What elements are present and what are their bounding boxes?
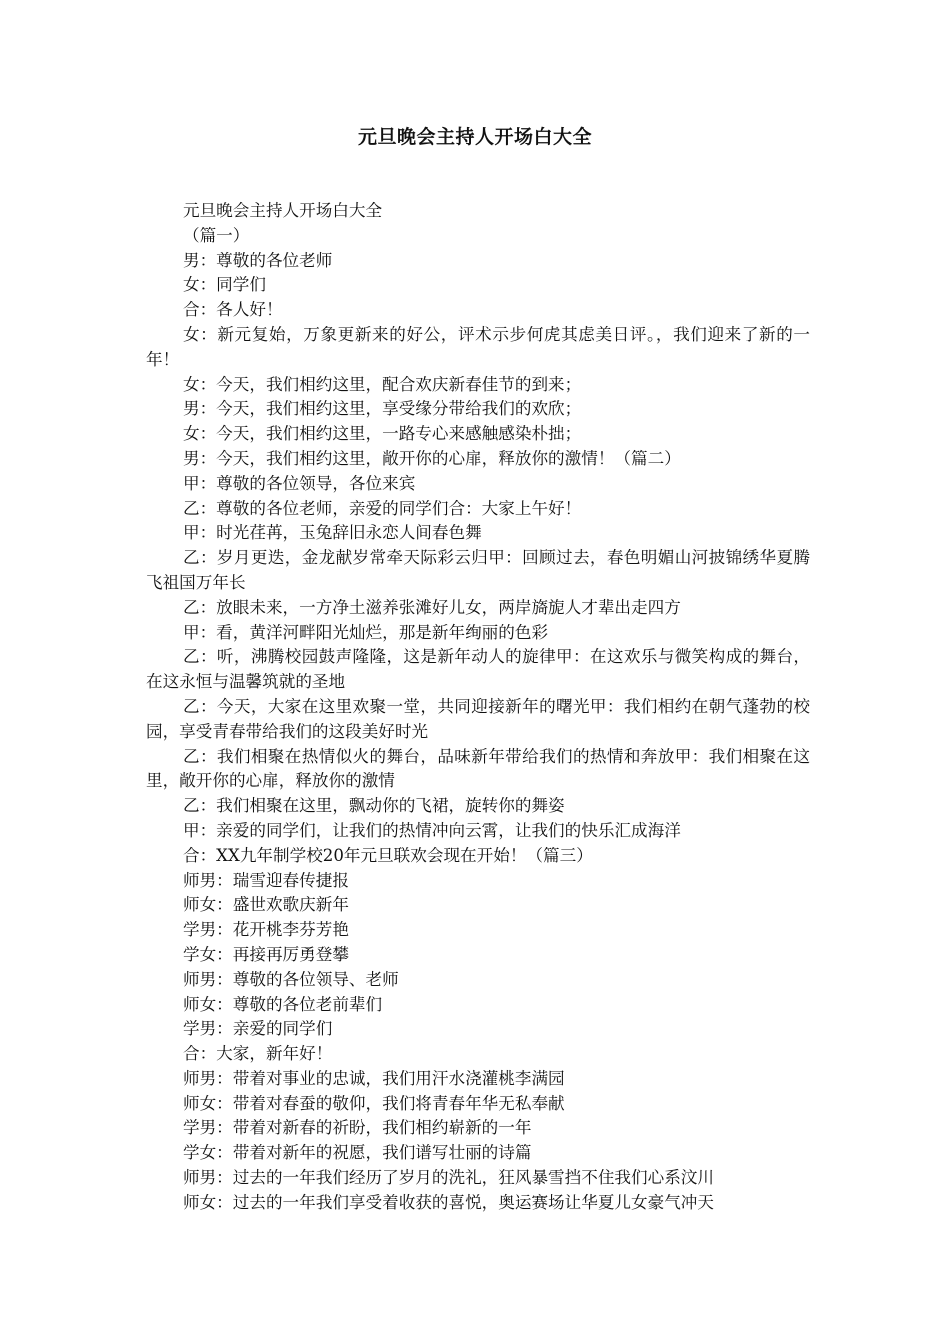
paragraph: 学女：带着对新年的祝愿，我们谱写壮丽的诗篇 — [183, 1143, 532, 1163]
paragraph: 甲：看，黄洋河畔阳光灿烂，那是新年绚丽的色彩 — [183, 622, 549, 642]
paragraph: 甲：尊敬的各位领导，各位来宾 — [183, 473, 416, 493]
paragraph: 合：XX九年制学校20年元旦联欢会现在开始！（篇三） — [183, 845, 593, 865]
paragraph: 学女：再接再厉勇登攀 — [183, 944, 349, 964]
paragraph: 学男：带着对新春的祈盼，我们相约崭新的一年 — [183, 1118, 532, 1138]
paragraph: 乙：岁月更迭，金龙献岁常牵天际彩云归甲：回顾过去，春色明媚山河披锦绣华夏腾飞祖国万年长 — [146, 548, 810, 592]
paragraph: 师女：过去的一年我们享受着收获的喜悦，奥运赛场让华夏儿女豪气冲天 — [183, 1192, 714, 1212]
paragraph: 乙：放眼未来，一方净土滋养张滩好儿女，两岸旖旎人才辈出走四方 — [183, 597, 681, 617]
paragraph: 师女：带着对春蚕的敬仰，我们将青春年华无私奉献 — [183, 1093, 565, 1113]
paragraph: 男：尊敬的各位老师 — [183, 250, 333, 270]
paragraph: 女：同学们 — [183, 275, 266, 295]
paragraph: 甲：时光荏苒，玉兔辞旧永恋人间春色舞 — [183, 523, 482, 543]
paragraph: 女：新元复始，万象更新来的好公，评术示步何虎其虑美日评。，我们迎来了新的一年！ — [146, 324, 810, 369]
paragraph: 乙：今天，大家在这里欢聚一堂，共同迎接新年的曙光甲：我们相约在朝气蓬勃的校园，享受青春带给我们的这段美好时光 — [146, 696, 810, 741]
paragraph: 男：今天，我们相约这里，享受缘分带给我们的欢欣； — [183, 399, 582, 419]
paragraph: 甲：亲爱的同学们，让我们的热情冲向云霄，让我们的快乐汇成海洋 — [183, 820, 681, 840]
document-title: 元旦晚会主持人开场白大全 — [357, 126, 592, 148]
paragraph: 乙：尊敬的各位老师，亲爱的同学们合：大家上午好！ — [183, 498, 582, 518]
paragraph: 师男：带着对事业的忠诚，我们用汗水浇灌桃李满园 — [183, 1068, 565, 1088]
paragraph: 女：今天，我们相约这里，一路专心来感触感染朴拙； — [183, 424, 582, 444]
paragraph: 合：各人好！ — [183, 300, 283, 320]
paragraph: （篇一） — [183, 225, 250, 245]
paragraph: 女：今天，我们相约这里，配合欢庆新春佳节的到来； — [183, 374, 582, 394]
paragraph: 乙：我们相聚在这里，飘动你的飞裙，旋转你的舞姿 — [183, 796, 565, 816]
paragraph: 男：今天，我们相约这里，敞开你的心扉，释放你的激情！（篇二） — [183, 448, 681, 468]
paragraph: 乙：听，沸腾校园鼓声隆隆，这是新年动人的旋律甲：在这欢乐与微笑构成的舞台，在这永恒与温馨筑就的圣地 — [146, 647, 810, 692]
paragraph: 师男：瑞雪迎春传捷报 — [183, 870, 349, 890]
paragraph: 学男：花开桃李芬芳艳 — [183, 920, 349, 940]
paragraph: 师男：过去的一年我们经历了岁月的洗礼，狂风暴雪挡不住我们心系汶川 — [183, 1168, 714, 1188]
paragraph: 合：大家，新年好！ — [183, 1044, 333, 1064]
paragraph: 乙：我们相聚在热情似火的舞台，品味新年带给我们的热情和奔放甲：我们相聚在这里，敞开你的心扉，释放你的激情 — [146, 746, 810, 791]
paragraph: 师女：尊敬的各位老前辈们 — [183, 994, 383, 1014]
paragraph: 师男：尊敬的各位领导、老师 — [183, 969, 399, 989]
document-body — [146, 199, 810, 1216]
paragraph: 师女：盛世欢歌庆新年 — [183, 895, 349, 915]
paragraph: 学男：亲爱的同学们 — [183, 1019, 333, 1039]
paragraph: 元旦晚会主持人开场白大全 — [183, 201, 383, 220]
